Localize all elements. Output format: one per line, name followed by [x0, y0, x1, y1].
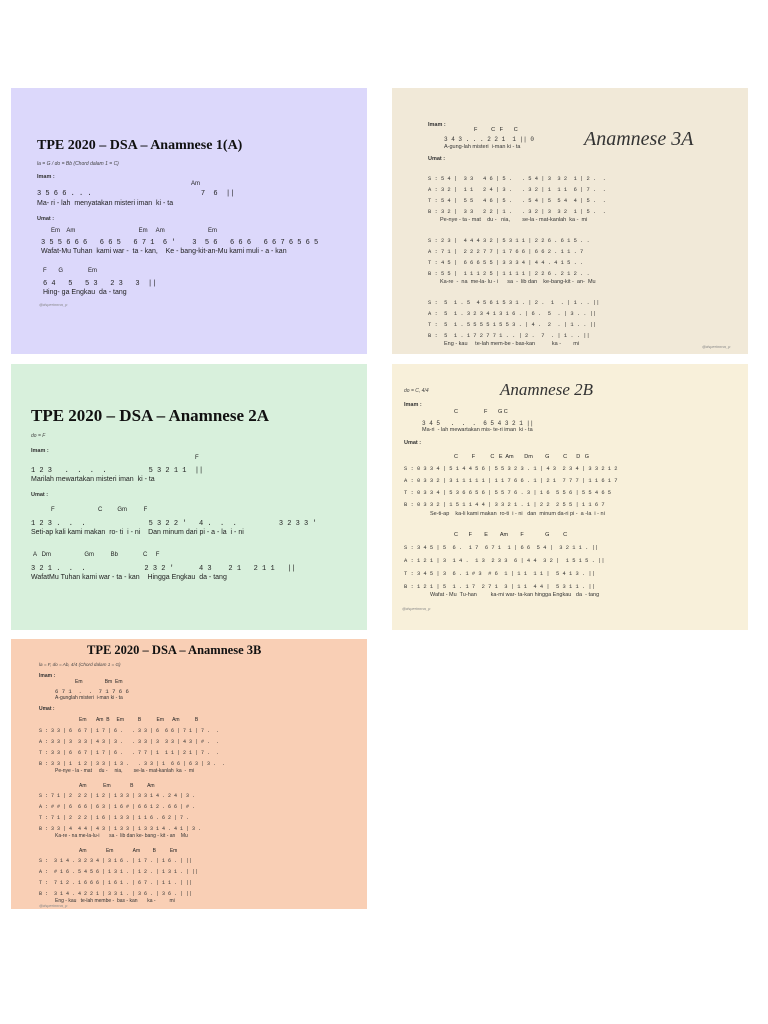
sheet-anamnese-2b	[392, 364, 748, 630]
key-note: do = C, 4/4	[404, 388, 429, 394]
end-chords: A Dm Gm Bb C F	[33, 552, 160, 558]
satb-row: A : # 1 6 . 5 4 5 6 | 1 3 1 . | 1 2 . | 1 3 1 . | ||	[39, 869, 199, 875]
sheet-title: TPE 2020 – DSA – Anamnese 2A	[31, 406, 270, 425]
satb-row: S : 5 4 | 3 3 4 6 | 5 . . 5 4 | 3 3 2 1 | 2 . .	[428, 176, 606, 182]
watermark: @dsperimma_p	[39, 302, 68, 307]
umat-label: Umat :	[428, 156, 446, 162]
satb-lyric: Eng - kau te-lah mem-be - bas-kan ka - mi	[444, 341, 580, 347]
end-lyric: WafatMu Tuhan kami war - ta - kan Hingga Engkau da - tang	[31, 574, 227, 581]
satb-row: A : 0 3 3 2 | 3 1 1 1 1 1 | 1 1 7 6 6 . 1 | 2 1 7 7 7 | 1 1 6 1 7	[404, 478, 618, 484]
satb-lyric: Pe-nye - ta - mat du - nia, se-la - mat-kanlah ka - mi	[440, 217, 588, 223]
key-note: la = F, do = Ab, 4/4 (Chord dalam 1 = G)	[39, 662, 121, 667]
satb-row: B : 3 1 4 . 4 2 2 1 | 3 3 1 . | 3 6 . | 3 6 . | ||	[39, 891, 193, 897]
sheet-anamnese-1a	[11, 88, 367, 354]
imam-label: Imam :	[404, 402, 422, 408]
sheet-title: TPE 2020 – DSA – Anamnese 3B	[87, 643, 262, 657]
satb-lyric: Pe-nye - la - mat du - nia, se-la - mat-kanlah ka - mi	[55, 768, 195, 774]
satb-row: T : 5 1 . 5 5 5 5 1 5 5 3 . | 4 . 2 . | 1 . . ||	[428, 322, 597, 328]
sheet-anamnese-3a	[392, 88, 748, 354]
satb-row: S : 3 4 5 | 5 6 . 1 7 6 7 1 1 | 6 6 5 4 | 3 2 1 1 . ||	[404, 545, 599, 551]
imam-lyric: Ma- ri - lah menyatakan misteri iman ki - ta	[37, 200, 174, 207]
satb-lyric: Ka-re - na me-la- lu - i sa - lib dan ke-bang-kit - an- Mu	[440, 279, 596, 285]
satb-row: A : 3 2 | 1 1 2 4 | 3 . . 3 2 | 1 1 1 6 | 7 . .	[428, 187, 606, 193]
end-lyric: Hing- ga Engkau da - tang	[43, 289, 127, 296]
satb-row: A : 7 1 | 2 2 2 7 7 | 1 7 6 6 | 6 6 2 . 1 1 . 7	[428, 249, 584, 255]
satb-row: S : 3 1 4 . 3 2 3 4 | 3 1 6 . | 1 7 . | 1 6 . | ||	[39, 858, 193, 864]
umat-label: Umat :	[31, 492, 49, 498]
imam-notes: 3 5 6 6 . . . 7 6 ||	[37, 190, 235, 198]
umat-lyric: Wafat-Mu Tuhan kami war - ta - kan, Ke - bang-kit-an-Mu kami muli - a - kan	[41, 248, 287, 255]
umat-label: Umat :	[37, 216, 55, 222]
chords-line-3: Am Em Am B Em	[79, 848, 178, 854]
satb-lyric: Wafat - Mu Tu-han ka-mi war- ta-kan hingga Engkau da - tang	[430, 592, 600, 598]
imam-lyric: Ma-ri - lah mewartakan mis- te-ri iman ki - ta	[422, 427, 533, 433]
imam-label: Imam :	[428, 122, 446, 128]
satb-row: T : 5 4 | 5 5 4 6 | 5 . . 5 4 | 5 5 4 4 | 5 . .	[428, 198, 606, 204]
satb-row: T : 3 4 5 | 3 6 . 1 # 3 # 6 1 | 1 1 1 1 | 5 4 1 3 . ||	[404, 571, 595, 577]
imam-chords: F	[195, 455, 199, 461]
satb-row: A : 5 1 . 3 2 3 4 1 3 1 6 . | 6 . 5 . | 3 . . ||	[428, 311, 597, 317]
watermark: @dsperimma_p	[702, 344, 731, 349]
satb-lyric: Se-ti-ap ka-li kami makan ro-ti i - ni dan minum da-ri pi - a -la i - ni	[430, 511, 605, 517]
satb-row: S : 5 1 . 5 4 5 6 1 5 3 1 . | 2 . 1 . | 1 . . ||	[428, 300, 600, 306]
key-note: la = G / do = Bb (Chord dalam 1 = C)	[37, 161, 119, 167]
sheet-anamnese-3b	[11, 639, 367, 909]
satb-row: S : 2 3 | 4 4 4 3 2 | 5 3 1 1 | 2 2 6 . 6 1 5 . .	[428, 238, 590, 244]
satb-row: S : 0 3 3 4 | 5 1 4 4 5 6 | 5 5 3 2 3 . 1 | 4 3 2 3 4 | 3 3 2 1 2	[404, 466, 618, 472]
satb-lyric: Ka-re - na me-la-lu-i sa - lib dan ke- bang - kit - an Mu	[55, 833, 188, 839]
imam-notes: 3 4 3 . . . 2 2 1 1 || 0	[444, 136, 535, 143]
umat-notes: 1 2 3 . . . 5 3 2 2 ' 4 . . . 3 2 3 3 '	[31, 520, 317, 528]
imam-notes: 3 4 5 . . . 6 5 4 3 2 1 ||	[422, 420, 534, 427]
chords-line-2: Am Em B Am	[79, 783, 155, 789]
satb-row: B : 1 2 1 | 5 1 . 1 7 2 7 1 3 | 1 1 4 4 | 5 3 1 1 . ||	[404, 584, 595, 590]
satb-row: B : 0 3 3 2 | 1 5 1 1 4 4 | 3 3 2 1 . 1 | 2 2 2 5 5 | 1 1 6 7	[404, 502, 605, 508]
chords-line-2: C F E Am F G C	[454, 532, 568, 538]
imam-lyric: Marilah mewartakan misteri iman ki - ta	[31, 476, 155, 483]
end-notes: 3 2 1 . . . 2 3 2 ' 4 3 2 1 2 1 1 ||	[31, 565, 296, 573]
imam-label: Imam :	[37, 174, 55, 180]
satb-row: A : # # | 6 6 6 | 6 3 | 1 6 # | 6 6 1 2 . 6 6 | # .	[39, 804, 196, 810]
satb-row: B : 3 3 | 1 1 2 | 3 3 | 1 3 . . 3 3 | 1 6 6 | 6 3 | 3 . .	[39, 761, 226, 767]
satb-row: B : 3 2 | 3 3 2 2 | 1 . . 3 2 | 3 3 2 1 | 5 . .	[428, 209, 606, 215]
imam-lyric: A-gunglah misteri i-man ki - ta	[55, 695, 123, 701]
satb-row: T : 7 1 2 . 1 6 6 6 | 1 6 1 . | 6 7 . | 1 1 . | ||	[39, 880, 193, 886]
umat-notes: 3 5 5 6 6 6 6 6 5 6 7 1 6 ' 3 5 6 6 6 6 6 6 7 6 5 6 5	[41, 239, 319, 247]
imam-chords: F C F C	[474, 127, 518, 133]
sheet-title: TPE 2020 – DSA – Anamnese 1(A)	[37, 138, 243, 153]
satb-row: T : 0 3 3 4 | 5 3 6 6 5 6 | 5 5 7 6 . 3 | 1 6 5 5 6 | 5 5 4 6 5	[404, 490, 612, 496]
satb-lyric: Eng - kau te-lah membe - bas - kan ka - mi	[55, 898, 175, 904]
sheet-title: Anamnese 2B	[500, 380, 594, 399]
umat-lyric: Seti-ap kali kami makan ro- ti i - ni Dan minum dari pi - a - la i - ni	[31, 529, 244, 536]
watermark: @dsperimma_p	[39, 903, 68, 908]
imam-label: Imam :	[31, 448, 49, 454]
imam-label: Imam :	[39, 673, 56, 679]
umat-label: Umat :	[404, 440, 422, 446]
watermark: @dsperimma_p	[402, 606, 431, 611]
satb-row: T : 4 5 | 6 6 6 5 5 | 3 3 3 4 | 4 4 . 4 1 5 . .	[428, 260, 584, 266]
chords-line-1: Em Am B Em B Em Am B	[79, 717, 199, 723]
umat-chords: F C Gm F	[51, 507, 148, 513]
sheet-anamnese-2a	[11, 364, 367, 630]
chords-line-1: C F C E Am Dm G C D G	[454, 454, 590, 460]
satb-row: A : 3 3 | 3 3 3 | 4 3 | 3 . . 3 3 | 3 3 3 | 4 3 | # . .	[39, 739, 220, 745]
satb-row: B : 5 5 | 1 1 1 2 5 | 1 1 1 1 | 2 2 6 . 2 1 2 . .	[428, 271, 590, 277]
imam-notes: 6 7 1 . . 7 1 7 6 6	[55, 688, 129, 695]
satb-row: S : 7 1 | 2 2 2 | 1 2 | 1 3 3 | 3 3 1 4 . 2 4 | 3 .	[39, 793, 196, 799]
satb-row: T : 3 3 | 6 6 7 | 1 7 | 6 . . 7 7 | 1 1 1 | 2 1 | 7 . .	[39, 750, 220, 756]
imam-chords: Am	[191, 181, 200, 187]
sheet-title: Anamnese 3A	[584, 128, 694, 150]
satb-row: B : 5 1 . 1 7 2 7 7 1 . . | 2 . 7 . | 1 . . ||	[428, 333, 590, 339]
satb-row: T : 7 1 | 2 2 2 | 1 6 | 1 3 3 | 1 1 6 . 6 2 | 7 .	[39, 815, 190, 821]
satb-row: A : 1 2 1 | 3 1 4 . 1 3 2 3 3 6 | 4 4 3 2 | 1 5 1 5 . ||	[404, 558, 605, 564]
umat-chords: Em Am Em Am Em	[51, 228, 218, 234]
end-notes: 6 4 5 5 3 2 3 3 ||	[43, 280, 157, 288]
imam-lyric: A-gung-lah misteri i-man ki - ta	[444, 144, 521, 150]
satb-row: B : 3 3 | 4 4 4 | 4 3 | 1 3 3 | 1 3 3 1 4 . 4 1 | 3 .	[39, 826, 202, 832]
umat-label: Umat :	[39, 706, 55, 712]
imam-chords: Em Bm Em	[75, 679, 123, 685]
end-chords: F G Em	[43, 268, 98, 274]
satb-row: S : 3 3 | 6 6 7 | 1 7 | 6 . . 3 3 | 6 6 6 | 7 1 | 7 . .	[39, 728, 220, 734]
imam-chords: C F G C	[454, 409, 508, 415]
imam-notes: 1 2 3 . . . . 5 3 2 1 1 ||	[31, 467, 204, 475]
key-note: do = F	[31, 433, 46, 439]
